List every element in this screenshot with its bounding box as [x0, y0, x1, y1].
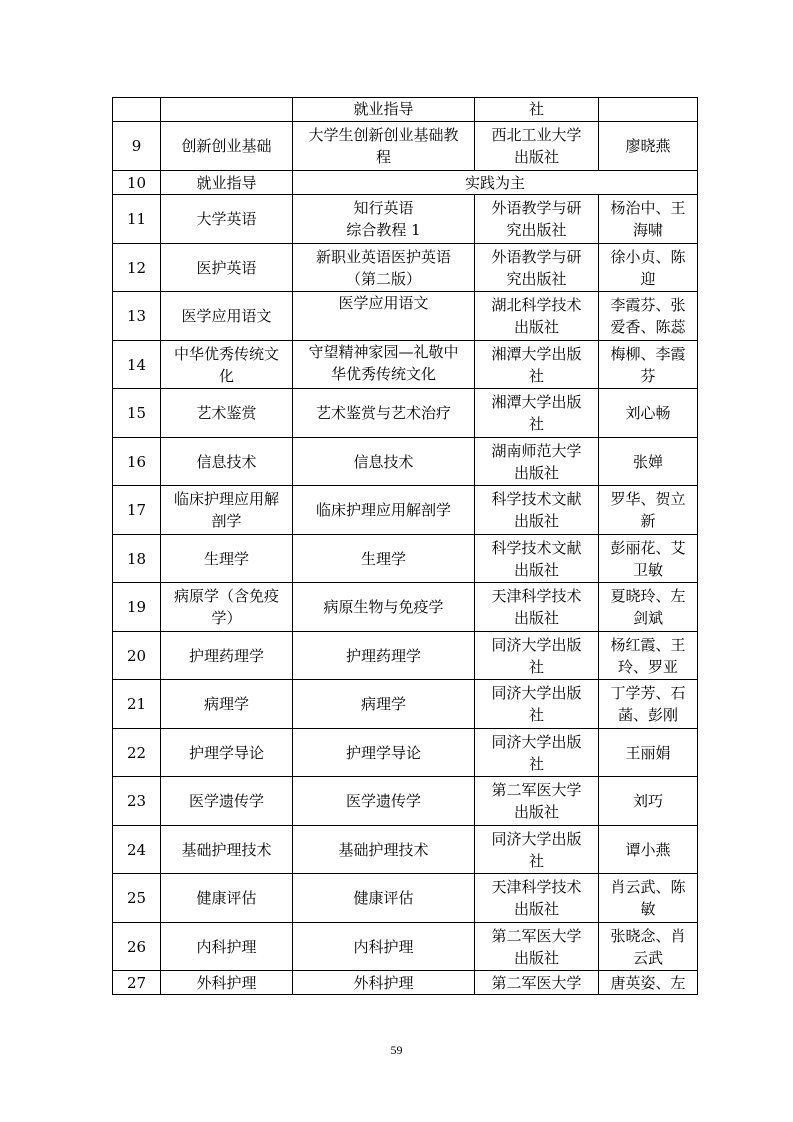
course-name-cell: 临床护理应用解 剖学: [161, 486, 293, 535]
row-number-cell: 24: [113, 826, 161, 874]
row-number-cell: 14: [113, 341, 161, 389]
course-name-cell: 医学应用语文: [161, 292, 293, 341]
author-cell: 丁学芳、石 菡、彭刚: [599, 680, 698, 729]
course-name-cell: 医学遗传学: [161, 777, 293, 826]
textbook-title-cell: 护理药理学: [293, 632, 475, 680]
publisher-cell: 社: [475, 98, 599, 122]
course-name-cell: 创新创业基础: [161, 122, 293, 171]
textbook-title-cell: 信息技术: [293, 438, 475, 486]
textbook-title-cell: 艺术鉴赏与艺术治疗: [293, 389, 475, 438]
publisher-cell: 同济大学出版 社: [475, 729, 599, 777]
course-name-cell: 基础护理技术: [161, 826, 293, 874]
course-name-cell: 信息技术: [161, 438, 293, 486]
author-cell: 刘巧: [599, 777, 698, 826]
author-cell: 徐小贞、陈 迎: [599, 244, 698, 292]
table-row: [113, 680, 698, 729]
table-row: [113, 98, 698, 122]
table-row: [113, 389, 698, 438]
publisher-cell: 湖南师范大学 出版社: [475, 438, 599, 486]
publisher-cell: 湖北科学技术 出版社: [475, 292, 599, 341]
author-cell: 肖云武、陈 敏: [599, 874, 698, 923]
author-cell: 罗华、贺立 新: [599, 486, 698, 535]
table-row: [113, 341, 698, 389]
row-number-cell: 22: [113, 729, 161, 777]
table-row: [113, 826, 698, 874]
row-number-cell: 27: [113, 971, 161, 995]
author-cell: 夏晓玲、左 剑斌: [599, 583, 698, 632]
textbook-title-cell: 基础护理技术: [293, 826, 475, 874]
author-cell: 廖晓燕: [599, 122, 698, 171]
row-number-cell: 10: [113, 171, 161, 195]
publisher-cell: 第二军医大学: [475, 971, 599, 995]
course-name-cell: 健康评估: [161, 874, 293, 923]
row-number-cell: 20: [113, 632, 161, 680]
author-cell: 张晓念、肖 云武: [599, 923, 698, 971]
course-name-cell: 艺术鉴赏: [161, 389, 293, 438]
publisher-cell: 西北工业大学 出版社: [475, 122, 599, 171]
publisher-cell: 同济大学出版 社: [475, 826, 599, 874]
table-row: [113, 122, 698, 171]
author-cell: 梅柳、李霞 芬: [599, 341, 698, 389]
publisher-cell: 第二军医大学 出版社: [475, 923, 599, 971]
table-row: [113, 632, 698, 680]
course-name-cell: 病理学: [161, 680, 293, 729]
publisher-cell: 科学技术文献 出版社: [475, 486, 599, 535]
course-name-cell: 中华优秀传统文 化: [161, 341, 293, 389]
table-row: [113, 195, 698, 244]
publisher-cell: 天津科学技术 出版社: [475, 874, 599, 923]
table-row: [113, 438, 698, 486]
textbook-title-cell: 外科护理: [293, 971, 475, 995]
publisher-cell: 科学技术文献 出版社: [475, 535, 599, 583]
author-cell: [599, 98, 698, 122]
textbook-title-cell: 医学遗传学: [293, 777, 475, 826]
author-cell: 王丽娟: [599, 729, 698, 777]
table-row: [113, 292, 698, 341]
course-name-cell: 医护英语: [161, 244, 293, 292]
course-name-cell: 护理药理学: [161, 632, 293, 680]
author-cell: 唐英姿、左: [599, 971, 698, 995]
textbook-title-cell: 知行英语 综合教程 1: [293, 195, 475, 244]
course-name-cell: 外科护理: [161, 971, 293, 995]
course-name-cell: 护理学导论: [161, 729, 293, 777]
table-row: [113, 729, 698, 777]
textbook-title-cell: 生理学: [293, 535, 475, 583]
publisher-cell: 同济大学出版 社: [475, 680, 599, 729]
author-cell: 刘心畅: [599, 389, 698, 438]
author-cell: 杨治中、王 海啸: [599, 195, 698, 244]
publisher-cell: 外语教学与研 究出版社: [475, 195, 599, 244]
textbook-title-cell: 病理学: [293, 680, 475, 729]
publisher-cell: 湘潭大学出版 社: [475, 389, 599, 438]
textbook-title-cell: 大学生创新创业基础教 程: [293, 122, 475, 171]
row-number-cell: 13: [113, 292, 161, 341]
row-number-cell: 12: [113, 244, 161, 292]
textbook-title-cell: 医学应用语文: [293, 292, 475, 341]
textbook-title-cell: 守望精神家园—礼敬中 华优秀传统文化: [293, 341, 475, 389]
row-number-cell: 23: [113, 777, 161, 826]
row-number-cell: [113, 98, 161, 122]
textbook-table-body: [113, 98, 698, 995]
textbook-title-cell: 临床护理应用解剖学: [293, 486, 475, 535]
textbook-table: [112, 97, 698, 995]
row-number-cell: 11: [113, 195, 161, 244]
row-number-cell: 18: [113, 535, 161, 583]
table-row: [113, 923, 698, 971]
row-number-cell: 15: [113, 389, 161, 438]
author-cell: 张婵: [599, 438, 698, 486]
course-name-cell: [161, 98, 293, 122]
publisher-cell: 第二军医大学 出版社: [475, 777, 599, 826]
publisher-cell: 外语教学与研 究出版社: [475, 244, 599, 292]
row-number-cell: 25: [113, 874, 161, 923]
table-row: [113, 874, 698, 923]
author-cell: 李霞芬、张 爱香、陈蕊: [599, 292, 698, 341]
merged-note-cell: 实践为主: [293, 171, 698, 195]
course-name-cell: 病原学（含免疫 学）: [161, 583, 293, 632]
textbook-title-cell: 新职业英语医护英语 （第二版）: [293, 244, 475, 292]
author-cell: 谭小燕: [599, 826, 698, 874]
publisher-cell: 同济大学出版 社: [475, 632, 599, 680]
publisher-cell: 湘潭大学出版 社: [475, 341, 599, 389]
course-name-cell: 生理学: [161, 535, 293, 583]
row-number-cell: 17: [113, 486, 161, 535]
row-number-cell: 9: [113, 122, 161, 171]
row-number-cell: 19: [113, 583, 161, 632]
textbook-title-cell: 护理学导论: [293, 729, 475, 777]
row-number-cell: 21: [113, 680, 161, 729]
course-name-cell: 就业指导: [161, 171, 293, 195]
row-number-cell: 16: [113, 438, 161, 486]
table-row: [113, 171, 698, 195]
table-row: [113, 583, 698, 632]
textbook-title-cell: 健康评估: [293, 874, 475, 923]
table-row: [113, 244, 698, 292]
course-name-cell: 大学英语: [161, 195, 293, 244]
table-row: [113, 535, 698, 583]
author-cell: 彭丽花、艾 卫敏: [599, 535, 698, 583]
row-number-cell: 26: [113, 923, 161, 971]
textbook-title-cell: 内科护理: [293, 923, 475, 971]
table-row: [113, 486, 698, 535]
table-row: [113, 777, 698, 826]
page-number: 59: [390, 1043, 403, 1057]
table-row: [113, 971, 698, 995]
publisher-cell: 天津科学技术 出版社: [475, 583, 599, 632]
textbook-title-cell: 病原生物与免疫学: [293, 583, 475, 632]
course-name-cell: 内科护理: [161, 923, 293, 971]
author-cell: 杨红霞、王 玲、罗亚: [599, 632, 698, 680]
textbook-title-cell: 就业指导: [293, 98, 475, 122]
